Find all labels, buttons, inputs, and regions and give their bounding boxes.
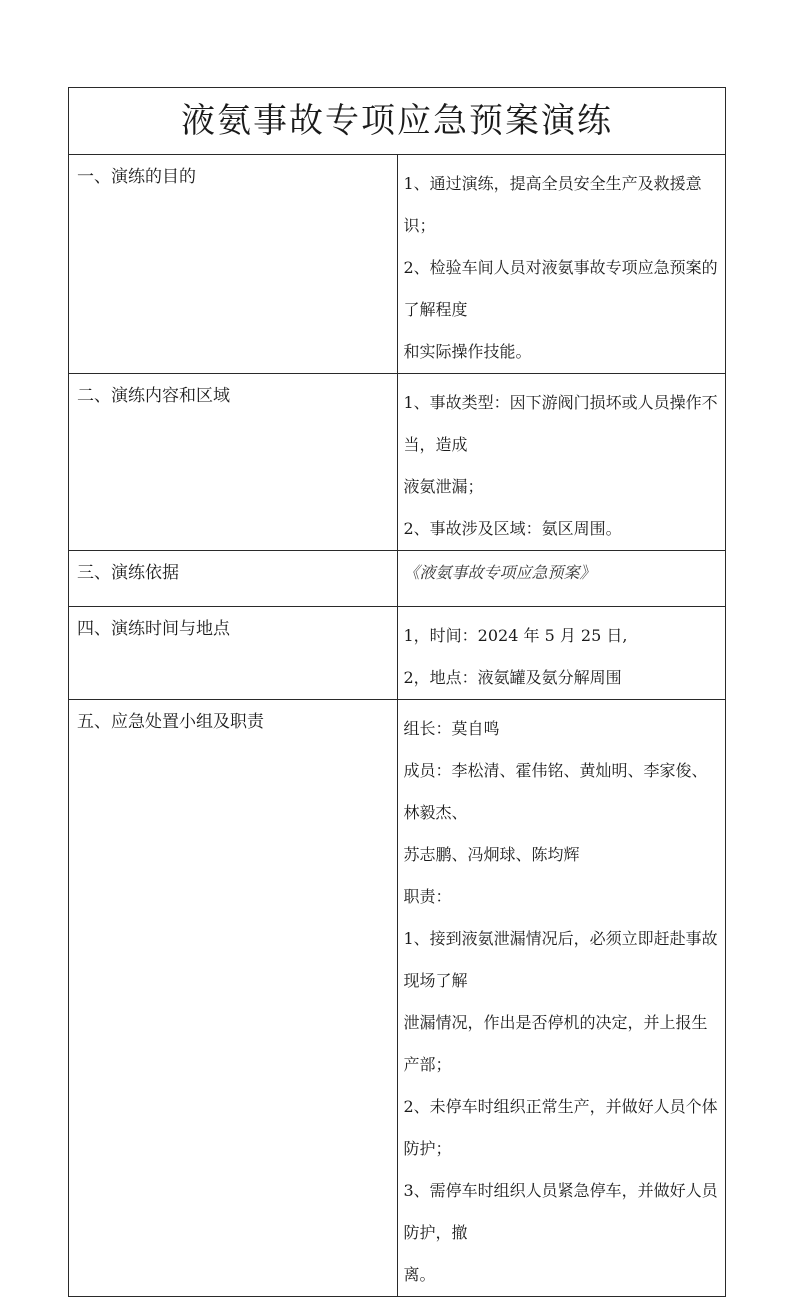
row-label-team-duties: 五、应急处置小组及职责: [69, 700, 398, 1297]
content-line: 离。: [403, 1265, 436, 1284]
content-line: 2、事故涉及区域：氨区周围。: [403, 519, 622, 538]
table-row-basis: [69, 551, 726, 607]
content-line: 1，时间：2024 年 5 月 25 日,: [403, 626, 628, 645]
row-label-content-area: 二、演练内容和区域: [69, 374, 398, 551]
content-line: 泄漏情况，作出是否停机的决定，并上报生产部；: [403, 1013, 708, 1074]
content-line: 成员：李松清、霍伟铭、黄灿明、李家俊、林毅杰、: [403, 761, 708, 822]
content-line: 3、需停车时组织人员紧急停车，并做好人员防护，撤: [403, 1181, 718, 1242]
row-content-team-duties: [397, 700, 726, 1297]
content-line: 1、通过演练，提高全员安全生产及救援意识；: [403, 174, 702, 235]
row-label-purpose: 一、演练的目的: [69, 155, 398, 374]
content-line: 1、事故类型：因下游阀门损坏或人员操作不当，造成: [403, 393, 718, 454]
content-line: 苏志鹏、冯炯球、陈均辉: [403, 845, 580, 864]
row-content-purpose: [397, 155, 726, 374]
content-line: 和实际操作技能。: [403, 342, 532, 361]
content-line: 2、未停车时组织正常生产，并做好人员个体防护；: [403, 1097, 718, 1158]
content-line: 液氨泄漏；: [403, 477, 484, 496]
row-label-time-place: 四、演练时间与地点: [69, 607, 398, 700]
content-line: 《液氨事故专项应急预案》: [403, 563, 596, 582]
table-row-time-place: [69, 607, 726, 700]
row-content-time-place: [397, 607, 726, 700]
document-title: 液氨事故专项应急预案演练: [69, 88, 726, 155]
row-content-content-area: [397, 374, 726, 551]
table-row-purpose: [69, 155, 726, 374]
content-line: 2、检验车间人员对液氨事故专项应急预案的了解程度: [403, 258, 718, 319]
table-row-team-duties: [69, 700, 726, 1297]
content-line: 职责：: [403, 887, 452, 906]
drill-plan-table: [68, 87, 726, 1297]
row-content-basis: [397, 551, 726, 607]
content-line: 组长：莫自鸣: [403, 719, 500, 738]
content-line: 1、接到液氨泄漏情况后，必须立即赶赴事故现场了解: [403, 929, 718, 990]
table-row-content-area: [69, 374, 726, 551]
row-label-basis: 三、演练依据: [69, 551, 398, 607]
title-row: [69, 88, 726, 155]
content-line: 2，地点：液氨罐及氨分解周围: [403, 668, 622, 687]
